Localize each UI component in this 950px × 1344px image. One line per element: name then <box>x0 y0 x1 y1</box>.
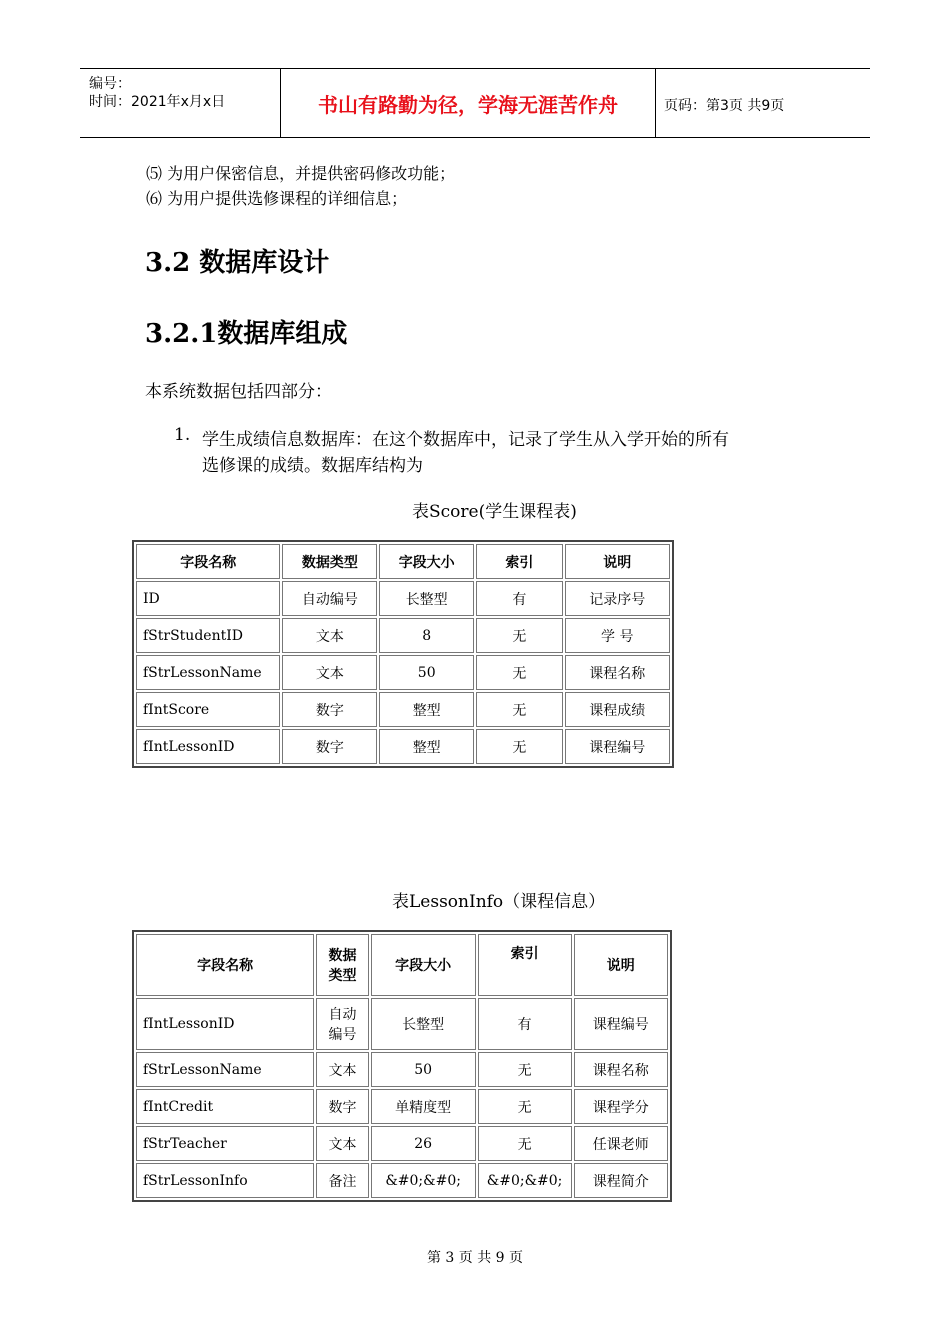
table-cell: 课程名称 <box>565 655 670 690</box>
table-cell: 任课老师 <box>574 1126 668 1161</box>
table-row <box>136 618 670 653</box>
table-cell: 整型 <box>379 729 474 764</box>
table-row <box>136 1089 668 1124</box>
table-cell: 课程简介 <box>574 1163 668 1198</box>
table-row <box>136 655 670 690</box>
table-cell: 50 <box>379 655 474 690</box>
table-cell: 课程成绩 <box>565 692 670 727</box>
header-motto: 书山有路勤为径，学海无涯苦作舟 <box>280 69 656 137</box>
header-cell: 字段名称 <box>136 934 314 996</box>
list-item-6: ⑹ 为用户提供选修课程的详细信息； <box>146 189 408 208</box>
table-cell: fIntScore <box>136 692 280 727</box>
table-score-caption: 表Score(学生课程表) <box>412 502 577 522</box>
table-cell: &#0;&#0; <box>371 1163 476 1198</box>
table-cell: 整型 <box>379 692 474 727</box>
intro-text: 本系统数据包括四部分： <box>145 382 332 402</box>
header-cell: 索引 <box>476 544 562 579</box>
header-cell: 字段大小 <box>371 934 476 996</box>
table-cell: 数字 <box>282 692 377 727</box>
table-cell: 记录序号 <box>565 581 670 616</box>
table-cell: 8 <box>379 618 474 653</box>
table-cell: 有 <box>476 581 562 616</box>
table-cell: &#0;&#0; <box>478 1163 572 1198</box>
table-cell: 数字 <box>316 1089 368 1124</box>
table-header-row <box>136 934 668 996</box>
table-cell: 课程名称 <box>574 1052 668 1087</box>
table-header-row <box>136 544 670 579</box>
table-cell: 无 <box>478 1052 572 1087</box>
table-cell: 无 <box>476 618 562 653</box>
table-row <box>136 998 668 1050</box>
heading-3-2-1: 3.2.1数据库组成 <box>145 319 348 349</box>
table-cell: 无 <box>476 692 562 727</box>
table-cell: 自动 编号 <box>316 998 368 1050</box>
number-label: 编号： <box>89 76 131 92</box>
list-text-line-1: 学生成绩信息数据库：在这个数据库中，记录了学生从入学开始的所有 <box>202 430 729 450</box>
list-item-5: ⑸ 为用户保密信息，并提供密码修改功能； <box>146 164 456 183</box>
table-row <box>136 1126 668 1161</box>
table-cell: 无 <box>478 1089 572 1124</box>
table-cell: fStrLessonName <box>136 655 280 690</box>
header-cell: 字段名称 <box>136 544 280 579</box>
table-cell: 课程编号 <box>565 729 670 764</box>
table-cell: fStrLessonInfo <box>136 1163 314 1198</box>
table-cell: fIntCredit <box>136 1089 314 1124</box>
table-cell: 课程编号 <box>574 998 668 1050</box>
list-number-1: 1. <box>174 425 191 445</box>
table-cell: 备注 <box>316 1163 368 1198</box>
header-cell: 字段大小 <box>379 544 474 579</box>
table-lessoninfo <box>132 930 672 1202</box>
list-text-line-2: 选修课的成绩。数据库结构为 <box>202 456 423 476</box>
table-cell: 文本 <box>282 618 377 653</box>
table-row <box>136 1163 668 1198</box>
page-footer: 第 3 页 共 9 页 <box>426 1250 524 1266</box>
table-cell: 无 <box>476 729 562 764</box>
table-cell: fStrTeacher <box>136 1126 314 1161</box>
table-row <box>136 729 670 764</box>
header-meta <box>80 69 280 137</box>
heading-3-2: 3.2 数据库设计 <box>145 248 330 278</box>
header-cell: 说明 <box>565 544 670 579</box>
table-cell: 文本 <box>282 655 377 690</box>
table-cell: 26 <box>371 1126 476 1161</box>
table-row <box>136 692 670 727</box>
header-page-info: 页码：第3页 共9页 <box>664 98 785 114</box>
date-label: 时间：2021年x月x日 <box>89 94 226 110</box>
table-cell: 文本 <box>316 1052 368 1087</box>
table-score <box>132 540 674 768</box>
table-cell: fStrStudentID <box>136 618 280 653</box>
table-cell: fIntLessonID <box>136 998 314 1050</box>
table-lessoninfo-caption: 表LessonInfo（课程信息） <box>392 892 606 912</box>
table-cell: 自动编号 <box>282 581 377 616</box>
table-cell: 文本 <box>316 1126 368 1161</box>
header-cell: 数据 类型 <box>316 934 368 996</box>
table-cell: 课程学分 <box>574 1089 668 1124</box>
table-cell: 无 <box>478 1126 572 1161</box>
table-cell: 学 号 <box>565 618 670 653</box>
table-cell: 单精度型 <box>371 1089 476 1124</box>
table-row <box>136 1052 668 1087</box>
table-cell: 有 <box>478 998 572 1050</box>
table-cell: 长整型 <box>371 998 476 1050</box>
table-row <box>136 581 670 616</box>
table-cell: fStrLessonName <box>136 1052 314 1087</box>
header-cell: 数据类型 <box>282 544 377 579</box>
table-cell: ID <box>136 581 280 616</box>
page-header <box>80 68 870 138</box>
header-cell: 索引 <box>478 934 572 996</box>
table-cell: 数字 <box>282 729 377 764</box>
table-cell: 长整型 <box>379 581 474 616</box>
table-cell: fIntLessonID <box>136 729 280 764</box>
table-cell: 无 <box>476 655 562 690</box>
table-cell: 50 <box>371 1052 476 1087</box>
header-cell: 说明 <box>574 934 668 996</box>
